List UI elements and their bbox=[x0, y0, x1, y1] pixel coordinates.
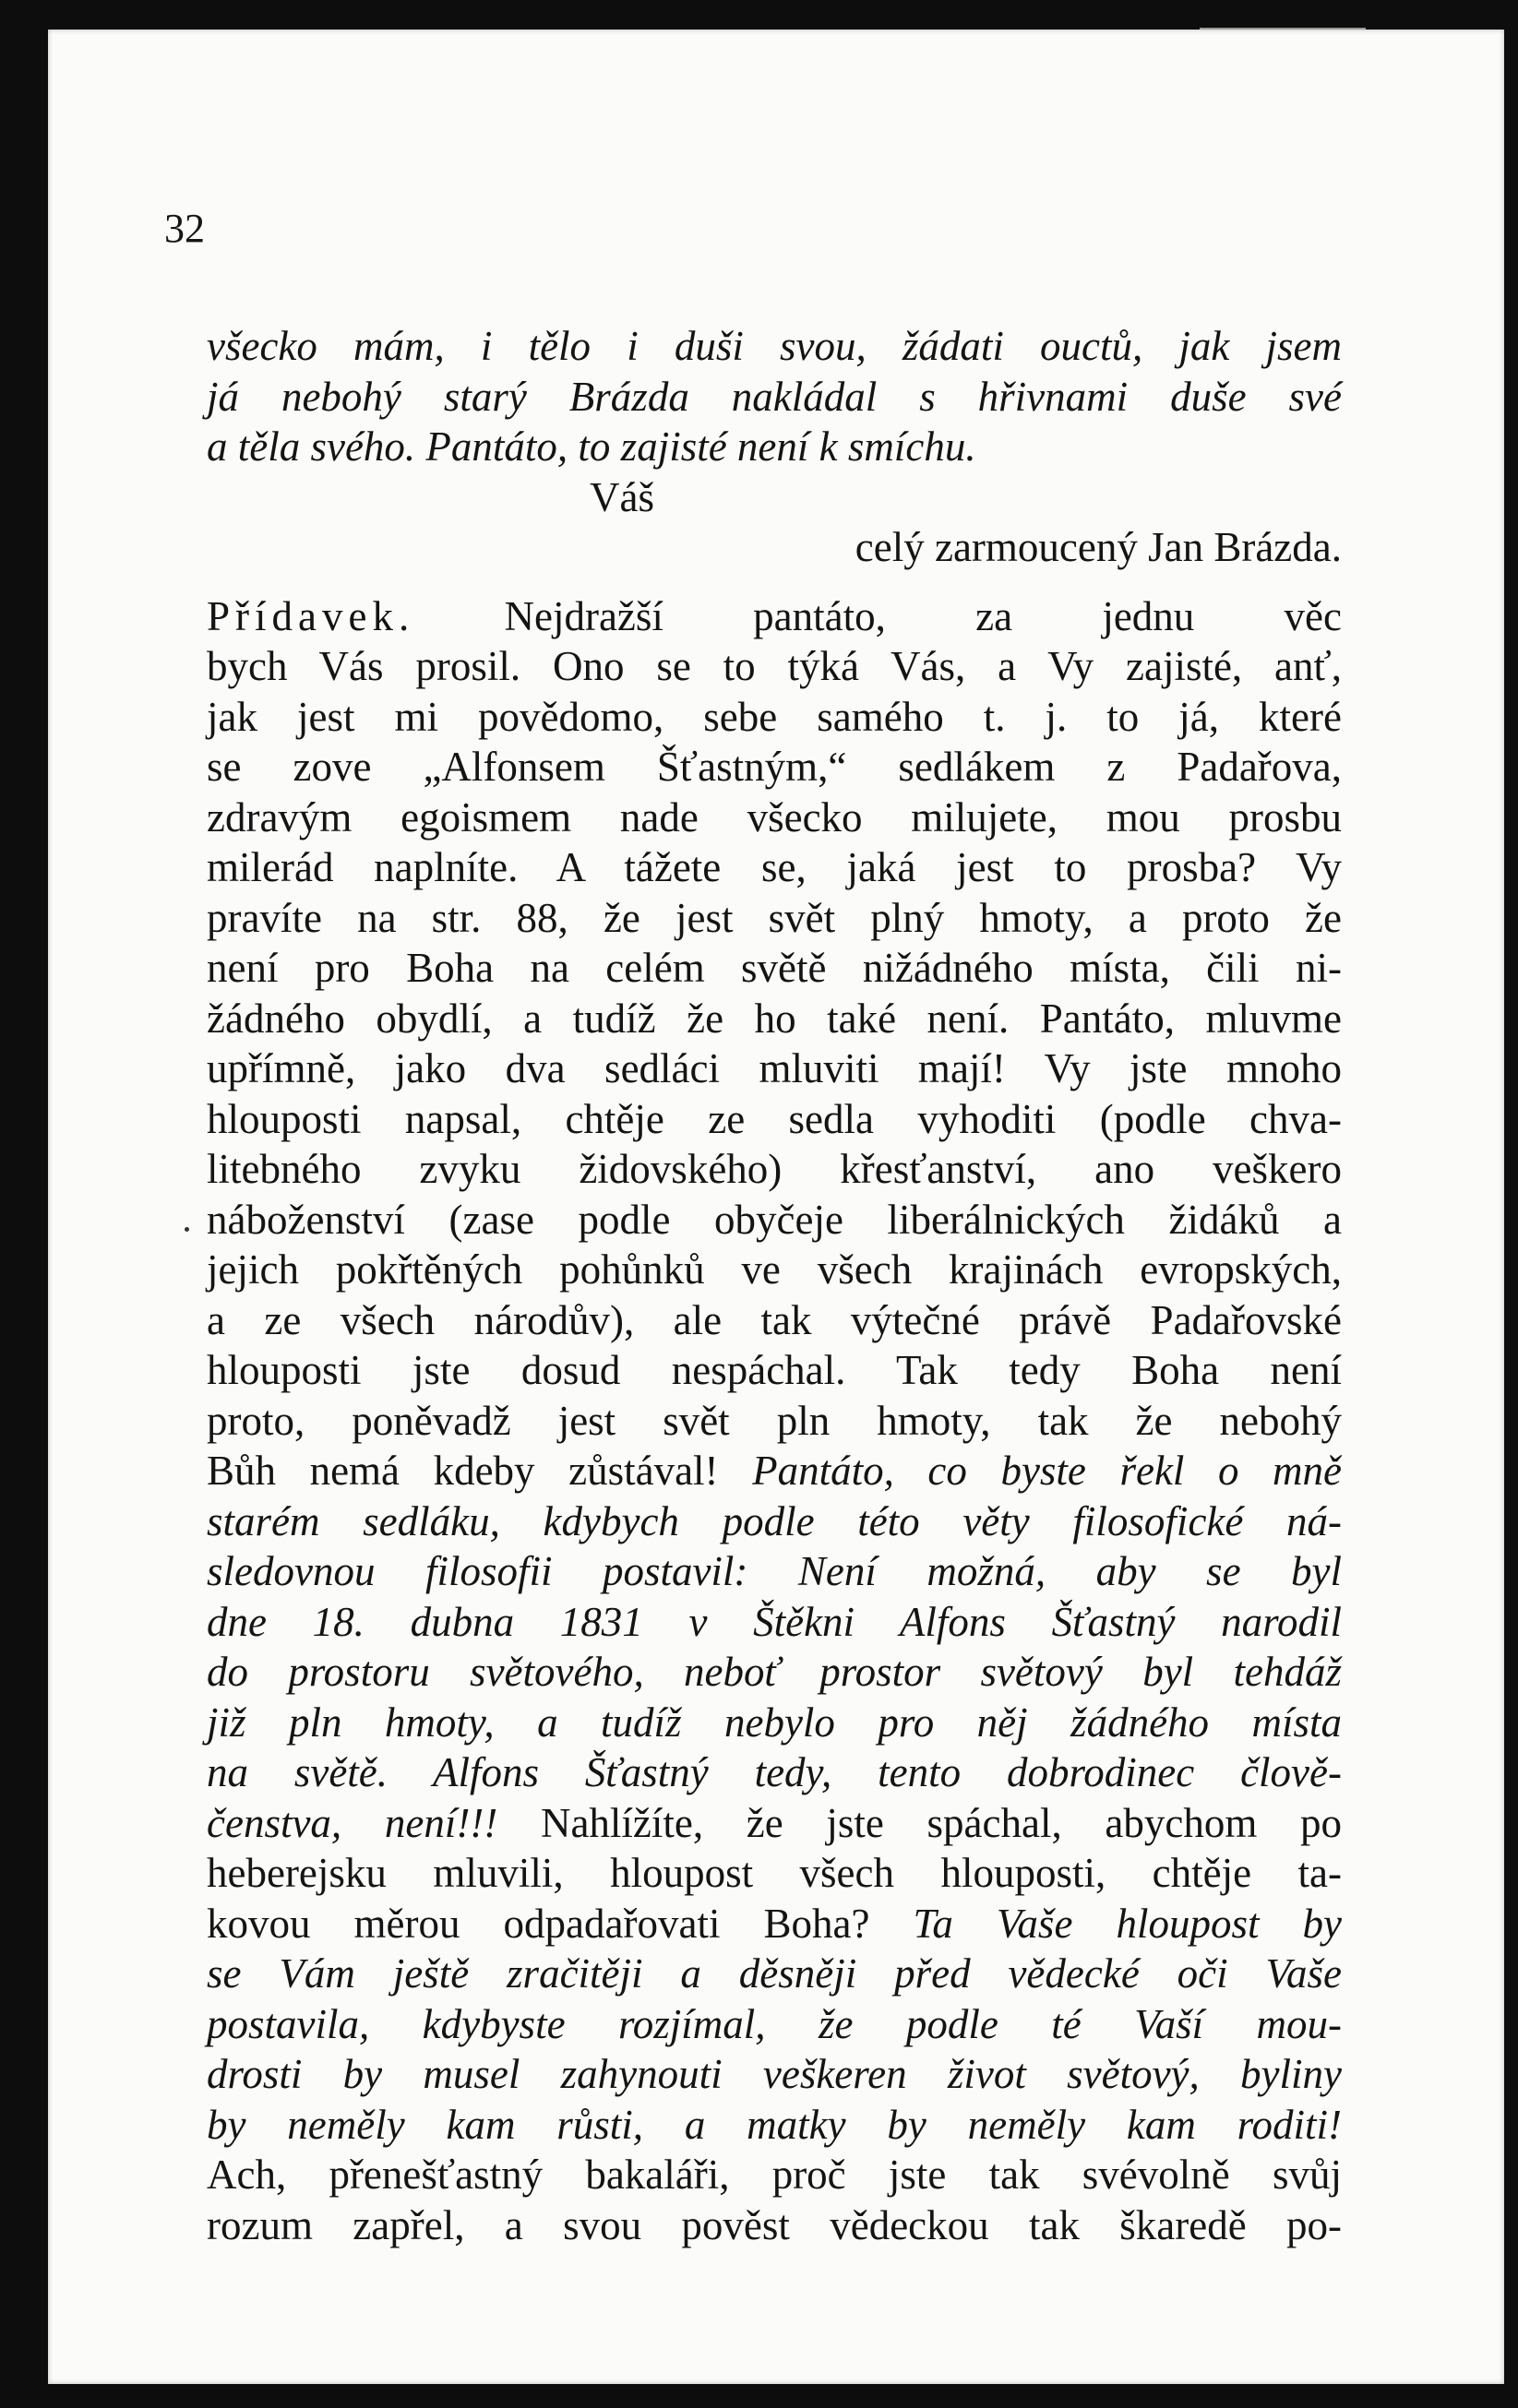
text-line: milerád naplníte. A tážete se, jaká jest to prosba? Vy bbox=[207, 844, 1342, 890]
text-line: na světě. Alfons Šťastný tedy, tento dobrodinec člově- bbox=[207, 1749, 1342, 1795]
text-line: Ach, přenešťastný bakaláři, proč jste tak svévolně svůj bbox=[207, 2152, 1342, 2198]
text-line: bych Vás prosil. Ono se to týká Vás, a Vy zajisté, anť, bbox=[207, 643, 1342, 689]
text-line: sledovnou filosofii postavil: Není možná, aby se byl bbox=[207, 1548, 1342, 1594]
text-line: se zove „Alfonsem Šťastným,“ sedlákem z Padařova, bbox=[207, 744, 1342, 790]
text-line: pravíte na str. 88, že jest svět plný hmoty, a proto že bbox=[207, 894, 1342, 941]
text-line: a těla svého. Pantáto, to zajisté není k smíchu. bbox=[207, 423, 976, 470]
text-line: není pro Boha na celém světě nižádného místa, čili ni- bbox=[207, 945, 1342, 991]
text-line: zdravým egoismem nade všecko milujete, mou prosbu bbox=[207, 793, 1342, 840]
text-line: starém sedláku, kdybych podle této věty filosofické ná- bbox=[207, 1497, 1342, 1544]
text-line: postavila, kdybyste rozjímal, že podle té Vaší mou- bbox=[207, 2000, 1342, 2047]
text-upright: kovou měrou odpadařovati Boha? bbox=[207, 1900, 870, 1947]
text-italic: Pantáto, co byste řekl o mně bbox=[752, 1448, 1343, 1494]
text-line: dne 18. dubna 1831 v Štěkni Alfons Šťastný narodil bbox=[207, 1598, 1342, 1645]
text-line: já nebohý starý Brázda nakládal s hřivnami duše své bbox=[207, 373, 1342, 420]
text-line: do prostoru světového, neboť prostor světový byl tehdáž bbox=[207, 1649, 1342, 1695]
text-line: rozum zapřel, a svou pověst vědeckou tak škaredě po- bbox=[207, 2201, 1342, 2248]
mixed-line bbox=[207, 1798, 1342, 1849]
addendum-label: Přídavek. bbox=[207, 592, 415, 639]
page-text bbox=[207, 321, 1342, 2250]
text-line: se Vám ještě zračitěji a děsněji před vědecké oči Vaše bbox=[207, 1950, 1342, 1997]
letter-signature: celý zarmoucený Jan Brázda. bbox=[855, 524, 1342, 570]
page-number: 32 bbox=[164, 206, 205, 251]
text-line: jak jest mi povědomo, sebe samého t. j. to já, které bbox=[207, 693, 1342, 740]
text-line: náboženství (zase podle obyčeje liberálnických židáků a bbox=[207, 1196, 1342, 1243]
text-line: jejich pokřtěných pohůnků ve všech krajinách evropských, bbox=[207, 1246, 1342, 1293]
mixed-line bbox=[207, 1446, 1342, 1496]
text-upright: Bůh nemá kdeby zůstával! bbox=[207, 1448, 719, 1494]
text-italic: čenstva, není!!! bbox=[207, 1799, 498, 1846]
letter-salutation: Váš bbox=[590, 473, 654, 520]
text-line: litebného zvyku židovského) křesťanství, ano veškero bbox=[207, 1146, 1342, 1192]
text-italic: Ta Vaše hloupost by bbox=[913, 1900, 1342, 1947]
text-line: hlouposti napsal, chtěje ze sedla vyhoditi (podle chva- bbox=[207, 1095, 1342, 1142]
text-line: heberejsku mluvili, hloupost všech hlouposti, chtěje ta- bbox=[207, 1850, 1342, 1896]
text-line: a ze všech národův), ale tak výtečné právě Padařovské bbox=[207, 1296, 1342, 1343]
text-line: proto, poněvadž jest svět pln hmoty, tak že nebohý bbox=[207, 1397, 1342, 1444]
mixed-line bbox=[207, 1899, 1342, 1949]
text-line: hlouposti jste dosud nespáchal. Tak tedy Boha není bbox=[207, 1347, 1342, 1393]
addendum-first-line bbox=[207, 591, 1342, 642]
margin-dot bbox=[185, 1227, 189, 1232]
text-line: již pln hmoty, a tudíž nebylo pro něj žádného místa bbox=[207, 1699, 1342, 1746]
text-line: všecko mám, i tělo i duši svou, žádati ouctů, jak jsem bbox=[207, 323, 1342, 369]
text-line: by neměly kam růsti, a matky by neměly kam roditi! bbox=[207, 2101, 1342, 2148]
text-line: žádného obydlí, a tudíž že ho také není. Pantáto, mluvme bbox=[207, 995, 1342, 1042]
addendum-first-line-text: Nejdražší pantáto, za jednu věc bbox=[504, 592, 1342, 639]
text-upright: Nahlížíte, že jste spáchal, abychom po bbox=[540, 1799, 1343, 1846]
text-line: upřímně, jako dva sedláci mluviti mají! Vy jste mnoho bbox=[207, 1045, 1342, 1091]
text-line: drosti by musel zahynouti veškeren život světový, byliny bbox=[207, 2051, 1342, 2097]
